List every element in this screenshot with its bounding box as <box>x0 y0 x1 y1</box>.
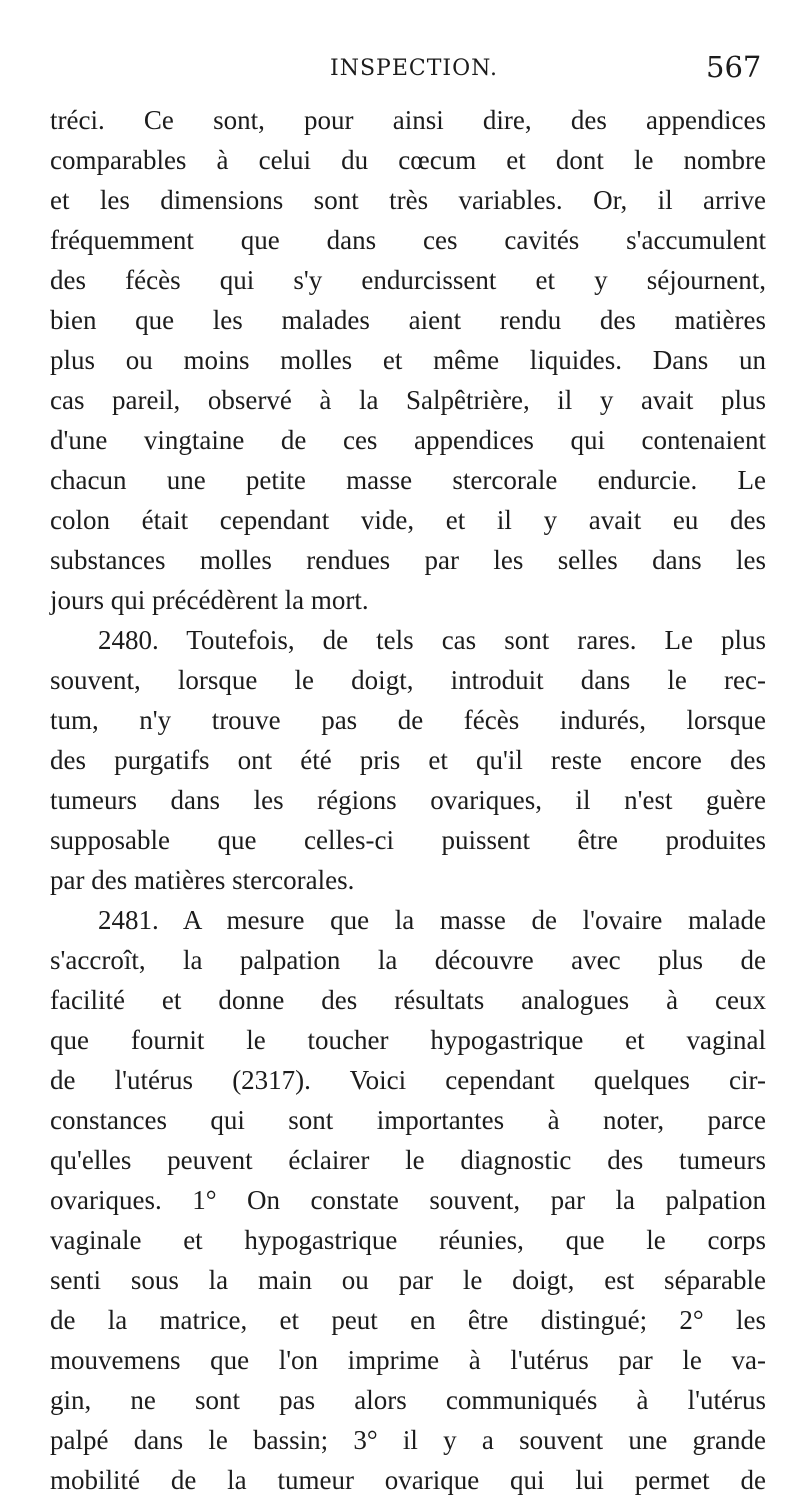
paragraph-2481-start: 2481. A mesure que la masse de l'ovaire malade <box>98 905 766 935</box>
text-line: souvent, lorsque le doigt, introduit dans le rec- <box>50 665 766 695</box>
text-line: palpé dans le bassin; 3° il y a souvent une grande <box>50 1425 766 1455</box>
text-line: tumeurs dans les régions ovariques, il n'est guère <box>50 785 766 815</box>
running-head <box>0 50 800 96</box>
text-line: par des matières stercorales. <box>50 865 355 895</box>
text-line: plus ou moins molles et même liquides. Dans un <box>50 345 766 375</box>
text-line: comparables à celui du cœcum et dont le nombre <box>50 145 766 175</box>
text-line: cas pareil, observé à la Salpêtrière, il y avait plus <box>50 385 766 415</box>
text-line: mobilité de la tumeur ovarique qui lui permet de <box>50 1465 766 1495</box>
text-line: facilité et donne des résultats analogues à ceux <box>50 985 766 1015</box>
text-line: jours qui précédèrent la mort. <box>50 585 369 615</box>
text-line: mouvemens que l'on imprime à l'utérus par le va- <box>50 1345 766 1375</box>
text-line: senti sous la main ou par le doigt, est séparable <box>50 1265 766 1295</box>
text-line: d'une vingtaine de ces appendices qui contenaient <box>50 425 766 455</box>
text-line: substances molles rendues par les selles dans les <box>50 545 766 575</box>
body-text <box>50 100 766 1500</box>
running-title: INSPECTION. <box>330 56 498 81</box>
text-line: colon était cependant vide, et il y avait eu des <box>50 505 766 535</box>
text-line: constances qui sont importantes à noter, parce <box>50 1105 766 1135</box>
text-line: tum, n'y trouve pas de fécès indurés, lorsque <box>50 705 766 735</box>
text-line: qu'elles peuvent éclairer le diagnostic des tumeurs <box>50 1145 766 1175</box>
text-line: des fécès qui s'y endurcissent et y séjournent, <box>50 265 766 295</box>
text-line: bien que les malades aient rendu des matières <box>50 305 766 335</box>
text-line: tréci. Ce sont, pour ainsi dire, des appendices <box>50 105 766 135</box>
text-line: de la matrice, et peut en être distingué; 2° les <box>50 1305 766 1335</box>
text-line: de l'utérus (2317). Voici cependant quelques cir- <box>50 1065 766 1095</box>
text-line: des purgatifs ont été pris et qu'il reste encore des <box>50 745 766 775</box>
paragraph-2480-start: 2480. Toutefois, de tels cas sont rares. Le plus <box>98 625 766 655</box>
text-line: vaginale et hypogastrique réunies, que le corps <box>50 1225 766 1255</box>
text-line: fréquemment que dans ces cavités s'accumulent <box>50 225 766 255</box>
page-number: 567 <box>706 50 762 84</box>
text-line: que fournit le toucher hypogastrique et vaginal <box>50 1025 766 1055</box>
text-line: supposable que celles-ci puissent être produites <box>50 825 766 855</box>
text-line: et les dimensions sont très variables. Or, il arrive <box>50 185 766 215</box>
text-line: s'accroît, la palpation la découvre avec plus de <box>50 945 766 975</box>
text-line: gin, ne sont pas alors communiqués à l'utérus <box>50 1385 766 1415</box>
text-line: ovariques. 1° On constate souvent, par la palpation <box>50 1185 766 1215</box>
text-line: chacun une petite masse stercorale endurcie. Le <box>50 465 766 495</box>
